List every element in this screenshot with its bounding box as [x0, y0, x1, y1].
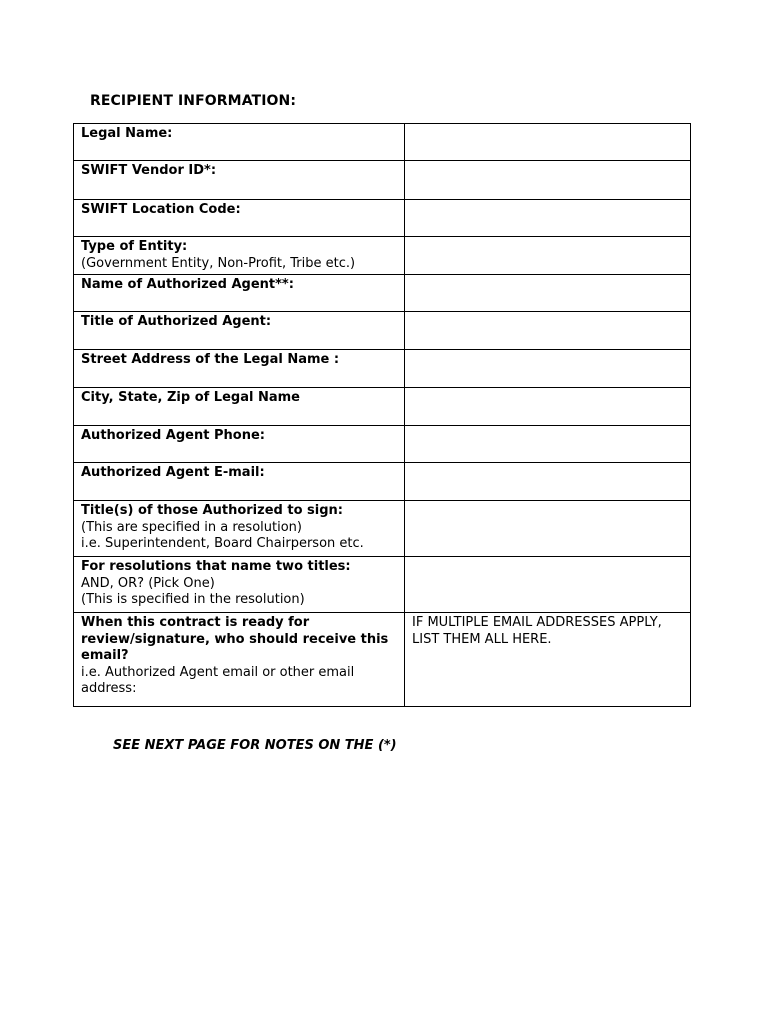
row-agent-email [74, 463, 691, 501]
row-type-of-entity [74, 237, 691, 275]
swift-location-code-label: SWIFT Location Code: [81, 202, 241, 217]
resolution-titles-hint-2: (This is specified in the resolution) [81, 592, 305, 607]
review-email-label-cell [74, 613, 405, 707]
row-agent-phone [74, 426, 691, 463]
agent-email-label-cell [74, 463, 405, 501]
agent-phone-field[interactable] [405, 426, 691, 463]
legal-name-label-cell [74, 124, 405, 161]
row-review-email [74, 613, 691, 707]
agent-phone-label-cell [74, 426, 405, 463]
resolution-titles-label: For resolutions that name two titles: [81, 559, 351, 574]
type-of-entity-hint: (Government Entity, Non-Profit, Tribe etc.) [81, 255, 356, 271]
signer-titles-label: Title(s) of those Authorized to sign: [81, 503, 343, 518]
street-address-label: Street Address of the Legal Name : [81, 352, 340, 367]
review-email-hint: i.e. Authorized Agent email or other email address: [81, 664, 355, 696]
row-signer-titles [74, 501, 691, 557]
type-of-entity-label-cell [74, 237, 405, 275]
row-swift-vendor-id [74, 161, 691, 200]
agent-email-field[interactable] [405, 463, 691, 501]
agent-title-field[interactable] [405, 312, 691, 350]
row-swift-location-code [74, 200, 691, 237]
agent-title-label-cell [74, 312, 405, 350]
recipient-info-table [73, 123, 691, 707]
section-heading: RECIPIENT INFORMATION: [90, 93, 297, 109]
city-state-zip-label-cell [74, 388, 405, 426]
agent-name-label-cell [74, 275, 405, 312]
row-resolution-titles [74, 557, 691, 613]
resolution-titles-hint-1: AND, OR? (Pick One) [81, 575, 215, 591]
signer-titles-hint-1: (This are specified in a resolution) [81, 519, 302, 535]
agent-name-label: Name of Authorized Agent**: [81, 277, 294, 292]
agent-name-field[interactable] [405, 275, 691, 312]
resolution-titles-field[interactable] [405, 557, 691, 613]
legal-name-label: Legal Name: [81, 126, 173, 141]
agent-email-label: Authorized Agent E-mail: [81, 465, 265, 480]
street-address-label-cell [74, 350, 405, 388]
legal-name-field[interactable] [405, 124, 691, 161]
signer-titles-field[interactable] [405, 501, 691, 557]
resolution-titles-label-cell [74, 557, 405, 613]
type-of-entity-label: Type of Entity: [81, 239, 188, 254]
swift-vendor-id-label-cell [74, 161, 405, 200]
row-agent-name [74, 275, 691, 312]
agent-phone-label: Authorized Agent Phone: [81, 428, 265, 443]
row-agent-title [74, 312, 691, 350]
street-address-field[interactable] [405, 350, 691, 388]
row-legal-name [74, 124, 691, 161]
swift-location-code-label-cell [74, 200, 405, 237]
agent-title-label: Title of Authorized Agent: [81, 314, 272, 329]
type-of-entity-field[interactable] [405, 237, 691, 275]
swift-vendor-id-label: SWIFT Vendor ID*: [81, 163, 217, 178]
row-street-address [74, 350, 691, 388]
swift-vendor-id-field[interactable] [405, 161, 691, 200]
row-city-state-zip [74, 388, 691, 426]
signer-titles-hint-2: i.e. Superintendent, Board Chairperson etc. [81, 536, 364, 551]
swift-location-code-field[interactable] [405, 200, 691, 237]
footer-note: SEE NEXT PAGE FOR NOTES ON THE (*) [113, 738, 397, 753]
review-email-field[interactable]: IF MULTIPLE EMAIL ADDRESSES APPLY, LIST THEM ALL HERE. [405, 613, 691, 707]
city-state-zip-label: City, State, Zip of Legal Name [81, 390, 300, 405]
signer-titles-label-cell [74, 501, 405, 557]
city-state-zip-field[interactable] [405, 388, 691, 426]
review-email-label: When this contract is ready for review/signature, who should receive this email? [81, 615, 389, 663]
